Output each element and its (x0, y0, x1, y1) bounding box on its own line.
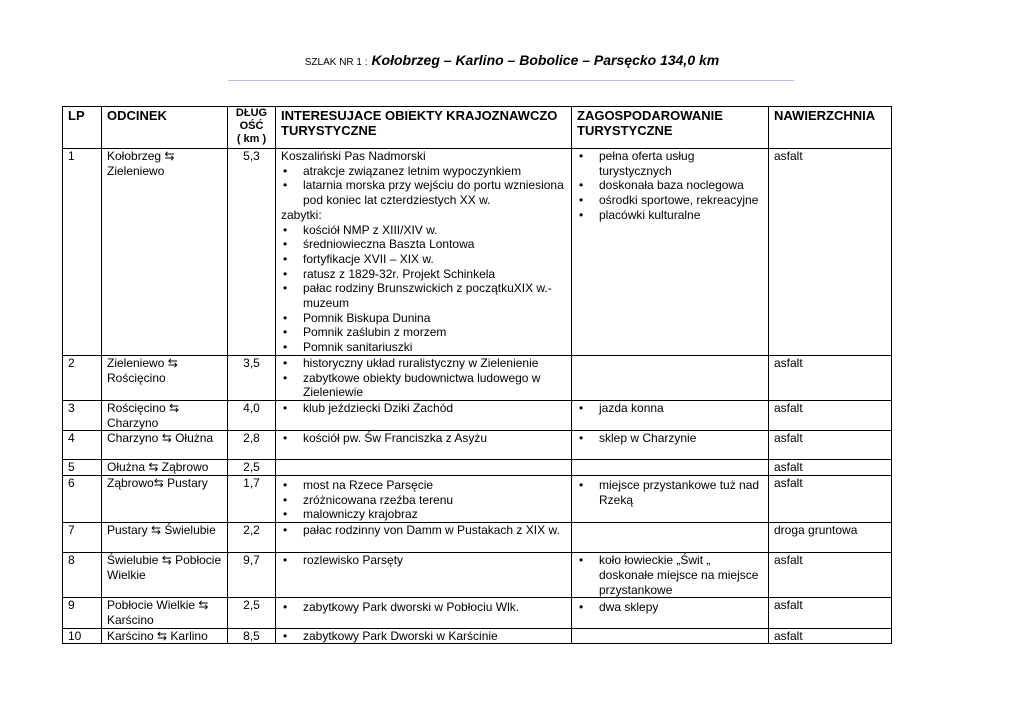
cell-obiekty (276, 476, 572, 523)
cell-nawierzchnia: asfalt (769, 553, 892, 598)
header-obiekty: INTERESUJACE OBIEKTY KRAJOZNAWCZO TURYSTYCZNE (276, 107, 572, 149)
cell-lp: 1 (63, 149, 102, 356)
cell-obiekty (276, 400, 572, 430)
cell-lp: 7 (63, 523, 102, 553)
list-item: • atrakcje związanez letnim wypoczynkiem (281, 164, 566, 179)
table-row (63, 598, 892, 628)
list-item: • ratusz z 1829-32r. Projekt Schinkela (281, 267, 566, 282)
header-dlugosc (228, 107, 276, 149)
list-item: • jazda konna (577, 401, 763, 416)
cell-odcinek: Ołużna ⇆ Ząbrowo (102, 460, 228, 476)
cell-lp: 10 (63, 628, 102, 644)
cell-dlugosc: 2,8 (228, 431, 276, 460)
cell-dlugosc: 5,3 (228, 149, 276, 356)
header-dlugosc-line2: OŚĆ (239, 120, 264, 132)
bullet-list (577, 149, 763, 223)
cell-lp: 6 (63, 476, 102, 523)
cell-odcinek: Ząbrowo⇆ Pustary (102, 476, 228, 523)
cell-odcinek: Rościęcino ⇆ Charzyno (102, 400, 228, 430)
cell-obiekty (276, 460, 572, 476)
header-dlugosc-line1: DŁUG (235, 107, 268, 119)
list-item: • fortyfikacje XVII – XIX w. (281, 252, 566, 267)
list-item: • malowniczy krajobraz (281, 507, 566, 522)
header-zagospodarowanie: ZAGOSPODAROWANIE TURYSTYCZNE (572, 107, 769, 149)
cell-nawierzchnia: asfalt (769, 628, 892, 644)
cell-odcinek: Karścino ⇆ Karlino (102, 628, 228, 644)
cell-nawierzchnia: asfalt (769, 400, 892, 430)
bullet-list (281, 431, 566, 446)
table-row (63, 400, 892, 430)
bullet-list (281, 223, 566, 355)
table-row (63, 523, 892, 553)
bullet-list (281, 401, 566, 416)
table-row (63, 431, 892, 460)
cell-obiekty (276, 431, 572, 460)
trail-route: Kołobrzeg – Karlino – Bobolice – Parsęcko 134,0 km (371, 52, 720, 68)
cell-odcinek: Pobłocie Wielkie ⇆ Karścino (102, 598, 228, 628)
list-item: • klub jeździecki Dziki Zachód (281, 401, 566, 416)
list-item: • ośrodki sportowe, rekreacyjne (577, 193, 763, 208)
cell-nawierzchnia: asfalt (769, 431, 892, 460)
header-lp: LP (63, 107, 102, 149)
cell-zagospodarowanie (572, 460, 769, 476)
bullet-list (577, 431, 763, 446)
bullet-list (281, 600, 566, 615)
cell-nawierzchnia: asfalt (769, 355, 892, 400)
bullet-list (577, 478, 763, 507)
table-header-row (63, 107, 892, 149)
table-row (63, 355, 892, 400)
cell-lp: 9 (63, 598, 102, 628)
list-item: • pałac rodzinny von Damm w Pustakach z XIX w. (281, 523, 566, 538)
list-item: • placówki kulturalne (577, 208, 763, 223)
list-item: • latarnia morska przy wejściu do portu wzniesiona pod koniec lat czterdziestych XX w. (281, 178, 566, 207)
table-row (63, 476, 892, 523)
cell-odcinek: Świelubie ⇆ Pobłocie Wielkie (102, 553, 228, 598)
cell-odcinek: Charzyno ⇆ Ołużna (102, 431, 228, 460)
cell-zagospodarowanie (572, 400, 769, 430)
cell-dlugosc: 2,5 (228, 598, 276, 628)
list-item: • doskonała baza noclegowa (577, 178, 763, 193)
cell-obiekty-subheading: zabytki: (281, 207, 322, 222)
cell-zagospodarowanie (572, 355, 769, 400)
title-underline (228, 80, 794, 81)
header-nawierzchnia: NAWIERZCHNIA (769, 107, 892, 149)
trail-table (62, 106, 892, 644)
list-item: • pałac rodziny Brunszwickich z początkuXIX w.- muzeum (281, 281, 566, 310)
cell-odcinek: Kołobrzeg ⇆ Zieleniewo (102, 149, 228, 356)
cell-obiekty (276, 628, 572, 644)
cell-lp: 3 (63, 400, 102, 430)
bullet-list (577, 553, 763, 597)
list-item: • rozlewisko Parsęty (281, 553, 566, 568)
bullet-list (577, 600, 763, 615)
cell-dlugosc: 9,7 (228, 553, 276, 598)
cell-obiekty (276, 598, 572, 628)
cell-lp: 2 (63, 355, 102, 400)
cell-zagospodarowanie (572, 431, 769, 460)
cell-obiekty (276, 149, 572, 356)
cell-zagospodarowanie (572, 598, 769, 628)
bullet-list (281, 523, 566, 538)
list-item: • pełna oferta usług turystycznych (577, 149, 763, 178)
cell-lp: 4 (63, 431, 102, 460)
list-item: • kościół pw. Św Franciszka z Asyżu (281, 431, 566, 446)
cell-obiekty (276, 553, 572, 598)
cell-zagospodarowanie (572, 149, 769, 356)
list-item: • Pomnik Biskupa Dunina (281, 311, 566, 326)
header-dlugosc-line3: ( km ) (236, 133, 267, 145)
cell-dlugosc: 3,5 (228, 355, 276, 400)
cell-obiekty (276, 355, 572, 400)
list-item: • miejsce przystankowe tuż nad Rzeką (577, 478, 763, 507)
bullet-list (281, 164, 566, 208)
header-odcinek: ODCINEK (102, 107, 228, 149)
bullet-list (281, 356, 566, 400)
list-item: • zabytkowy Park Dworski w Karścinie (281, 629, 566, 644)
list-item: • średniowieczna Baszta Lontowa (281, 237, 566, 252)
list-item: • most na Rzece Parsęcie (281, 478, 566, 493)
cell-dlugosc: 8,5 (228, 628, 276, 644)
list-item: • zabytkowy Park dworski w Pobłociu Wlk. (281, 600, 566, 615)
list-item: • Pomnik zaślubin z morzem (281, 325, 566, 340)
cell-dlugosc: 1,7 (228, 476, 276, 523)
list-item: • Pomnik sanitariuszki (281, 340, 566, 355)
trail-number: SZLAK NR 1 : (304, 57, 368, 68)
cell-nawierzchnia: asfalt (769, 460, 892, 476)
cell-odcinek: Zieleniewo ⇆ Rościęcino (102, 355, 228, 400)
table-row (63, 553, 892, 598)
cell-nawierzchnia: asfalt (769, 476, 892, 523)
bullet-list (281, 629, 566, 644)
cell-odcinek: Pustary ⇆ Świelubie (102, 523, 228, 553)
cell-zagospodarowanie (572, 476, 769, 523)
cell-zagospodarowanie (572, 553, 769, 598)
cell-lp: 5 (63, 460, 102, 476)
list-item: • koło łowieckie „Świt „ doskonałe miejsce na miejsce przystankowe (577, 553, 763, 597)
cell-lp: 8 (63, 553, 102, 598)
cell-nawierzchnia: asfalt (769, 149, 892, 356)
cell-nawierzchnia: droga gruntowa (769, 523, 892, 553)
list-item: • historyczny układ ruralistyczny w Zielenienie (281, 356, 566, 371)
list-item: • sklep w Charzynie (577, 431, 763, 446)
bullet-list (281, 553, 566, 568)
table-row (63, 628, 892, 644)
list-item: • zabytkowe obiekty budownictwa ludowego w Zieleniewie (281, 371, 566, 400)
cell-nawierzchnia: asfalt (769, 598, 892, 628)
cell-dlugosc: 2,5 (228, 460, 276, 476)
list-item: • kościół NMP z XIII/XIV w. (281, 223, 566, 238)
cell-zagospodarowanie (572, 523, 769, 553)
page-title (0, 52, 1024, 68)
table-row (63, 149, 892, 356)
table-row (63, 460, 892, 476)
list-item: • dwa sklepy (577, 600, 763, 615)
bullet-list (577, 401, 763, 416)
cell-obiekty (276, 523, 572, 553)
cell-dlugosc: 2,2 (228, 523, 276, 553)
cell-dlugosc: 4,0 (228, 400, 276, 430)
cell-zagospodarowanie (572, 628, 769, 644)
list-item: • zróżnicowana rzeźba terenu (281, 493, 566, 508)
cell-obiekty-intro: Koszaliński Pas Nadmorski (281, 149, 426, 163)
bullet-list (281, 478, 566, 522)
